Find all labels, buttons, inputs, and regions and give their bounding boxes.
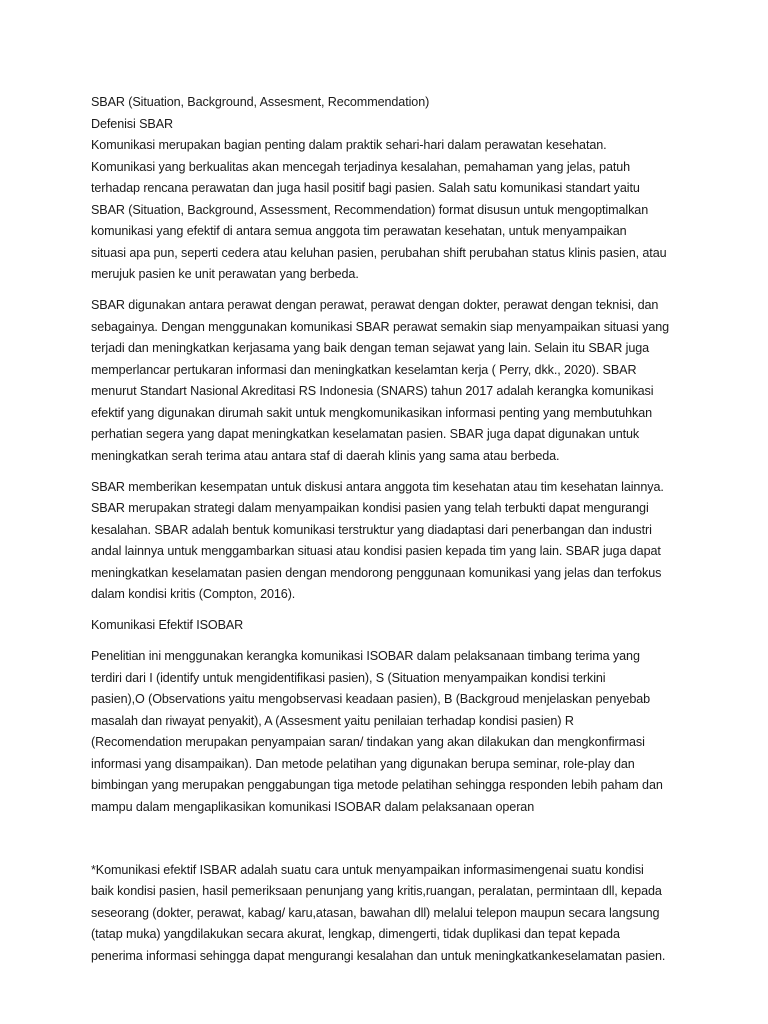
- text-line: perhatian segera yang dapat meningkatkan keselamatan pasien. SBAR juga dapat digunakan untuk: [91, 427, 640, 441]
- text-line: terdiri dari I (identify untuk mengidentifikasi pasien), S (Situation menyampaikan kondisi terkini: [91, 670, 606, 685]
- text-line: Penelitian ini menggunakan kerangka komunikasi ISOBAR dalam pelaksanaan timbang terima yang: [91, 649, 640, 663]
- paragraph-2: [91, 295, 691, 467]
- text-line: merujuk pasien ke unit perawatan yang berbeda.: [91, 267, 359, 281]
- document-page: [91, 92, 691, 977]
- text-line: (tatap muka) yangdilakukan secara akurat, lengkap, dimengerti, tidak duplikasi dan tepat kepada: [91, 927, 620, 941]
- text-line: memperlancar pertukaran informasi dan meningkatkan keselamtan kerja ( Perry, dkk., 2020). SBAR: [91, 362, 637, 377]
- text-line: terjadi dan meningkatkan kerjasama yang baik dengan teman sejawat yang lain. Selain itu SBAR juga: [91, 341, 650, 355]
- text-line: meningkatkan serah terima atau antara staf di daerah klinis yang sama atau berbeda.: [91, 448, 560, 463]
- text-line: komunikasi yang efektif di antara semua anggota tim perawatan kesehatan, untuk menyampaikan: [91, 224, 627, 238]
- definition-heading: Defenisi SBAR: [91, 116, 173, 131]
- text-line: SBAR merupakan strategi dalam menyampaikan kondisi pasien yang telah terbukti dapat mengurangi: [91, 501, 649, 515]
- text-line: SBAR (Situation, Background, Assessment, Recommendation) format disusun untuk mengoptimalkan: [91, 202, 649, 217]
- text-line: informasi yang disampaikan). Dan metode pelatihan yang digunakan berupa seminar, role-play dan: [91, 756, 635, 771]
- spacer: [91, 828, 691, 860]
- paragraph-5: [91, 860, 691, 968]
- document-title: SBAR (Situation, Background, Assesment, Recommendation): [91, 95, 430, 109]
- text-line: *Komunikasi efektif ISBAR adalah suatu cara untuk menyampaikan informasimengenai suatu kondisi: [91, 862, 644, 877]
- text-line: Komunikasi yang berkualitas akan mencegah terjadinya kesalahan, pemahaman yang jelas, patuh: [91, 159, 631, 174]
- text-line: pasien),O (Observations yaitu mengobservasi keadaan pasien), B (Backgroud menjelaskan penyebab: [91, 692, 651, 706]
- text-line: efektif yang digunakan dirumah sakit untuk mengkomunikasikan informasi penting yang membutuhkan: [91, 405, 653, 420]
- paragraph-4: [91, 646, 691, 818]
- text-line: SBAR digunakan antara perawat dengan perawat, perawat dengan dokter, perawat dengan teknisi, dan: [91, 298, 659, 312]
- text-line: kesalahan. SBAR adalah bentuk komunikasi terstruktur yang diadaptasi dari penerbangan dan industri: [91, 522, 652, 537]
- text-line: andal lainnya untuk menggambarkan situasi atau kondisi pasien kepada tim yang lain. SBAR juga dapat: [91, 544, 661, 558]
- text-line: mampu dalam mengaplikasikan komunikasi ISOBAR dalam pelaksanaan operan: [91, 799, 535, 814]
- text-line: seseorang (dokter, perawat, kabag/ karu,atasan, bawahan dll) melalui telepon maupun secara langsung: [91, 905, 660, 920]
- paragraph-3: [91, 477, 691, 606]
- text-line: sebagainya. Dengan menggunakan komunikasi SBAR perawat semakin siap menyampaikan situasi yang: [91, 319, 670, 334]
- isobar-heading: Komunikasi Efektif ISOBAR: [91, 618, 244, 632]
- text-line: menurut Standart Nasional Akreditasi RS Indonesia (SNARS) tahun 2017 adalah kerangka komunikasi: [91, 384, 654, 398]
- text-line: penerima informasi sehingga dapat mengurangi kesalahan dan untuk meningkatkankeselamatan pasien.: [91, 948, 666, 963]
- text-line: bimbingan yang merupakan penggabungan tiga metode pelatihan sehingga responden lebih paham dan: [91, 778, 663, 792]
- text-line: meningkatkan keselamatan pasien dengan mendorong penggunaan komunikasi yang jelas dan terfokus: [91, 565, 662, 580]
- text-line: Komunikasi merupakan bagian penting dalam praktik sehari-hari dalam perawatan kesehatan.: [91, 138, 607, 152]
- text-line: dalam kondisi kritis (Compton, 2016).: [91, 587, 296, 601]
- text-line: masalah dan riwayat penyakit), A (Assesment yaitu penilaian terhadap kondisi pasien) R: [91, 713, 574, 728]
- text-line: terhadap rencana perawatan dan juga hasil positif bagi pasien. Salah satu komunikasi standart yaitu: [91, 181, 640, 195]
- text-line: situasi apa pun, seperti cedera atau keluhan pasien, perubahan shift perubahan status klinis pasien, atau: [91, 245, 667, 260]
- text-line: SBAR memberikan kesempatan untuk diskusi antara anggota tim kesehatan atau tim kesehatan lainnya.: [91, 479, 664, 494]
- isobar-heading-block: [91, 615, 691, 637]
- text-line: baik kondisi pasien, hasil pemeriksaan penunjang yang kritis,ruangan, peralatan, permintaan dll, kepada: [91, 884, 662, 898]
- paragraph-1: [91, 135, 691, 286]
- text-line: (Recomendation merupakan penyampaian saran/ tindakan yang akan dilakukan dan mengkonfirmasi: [91, 735, 645, 749]
